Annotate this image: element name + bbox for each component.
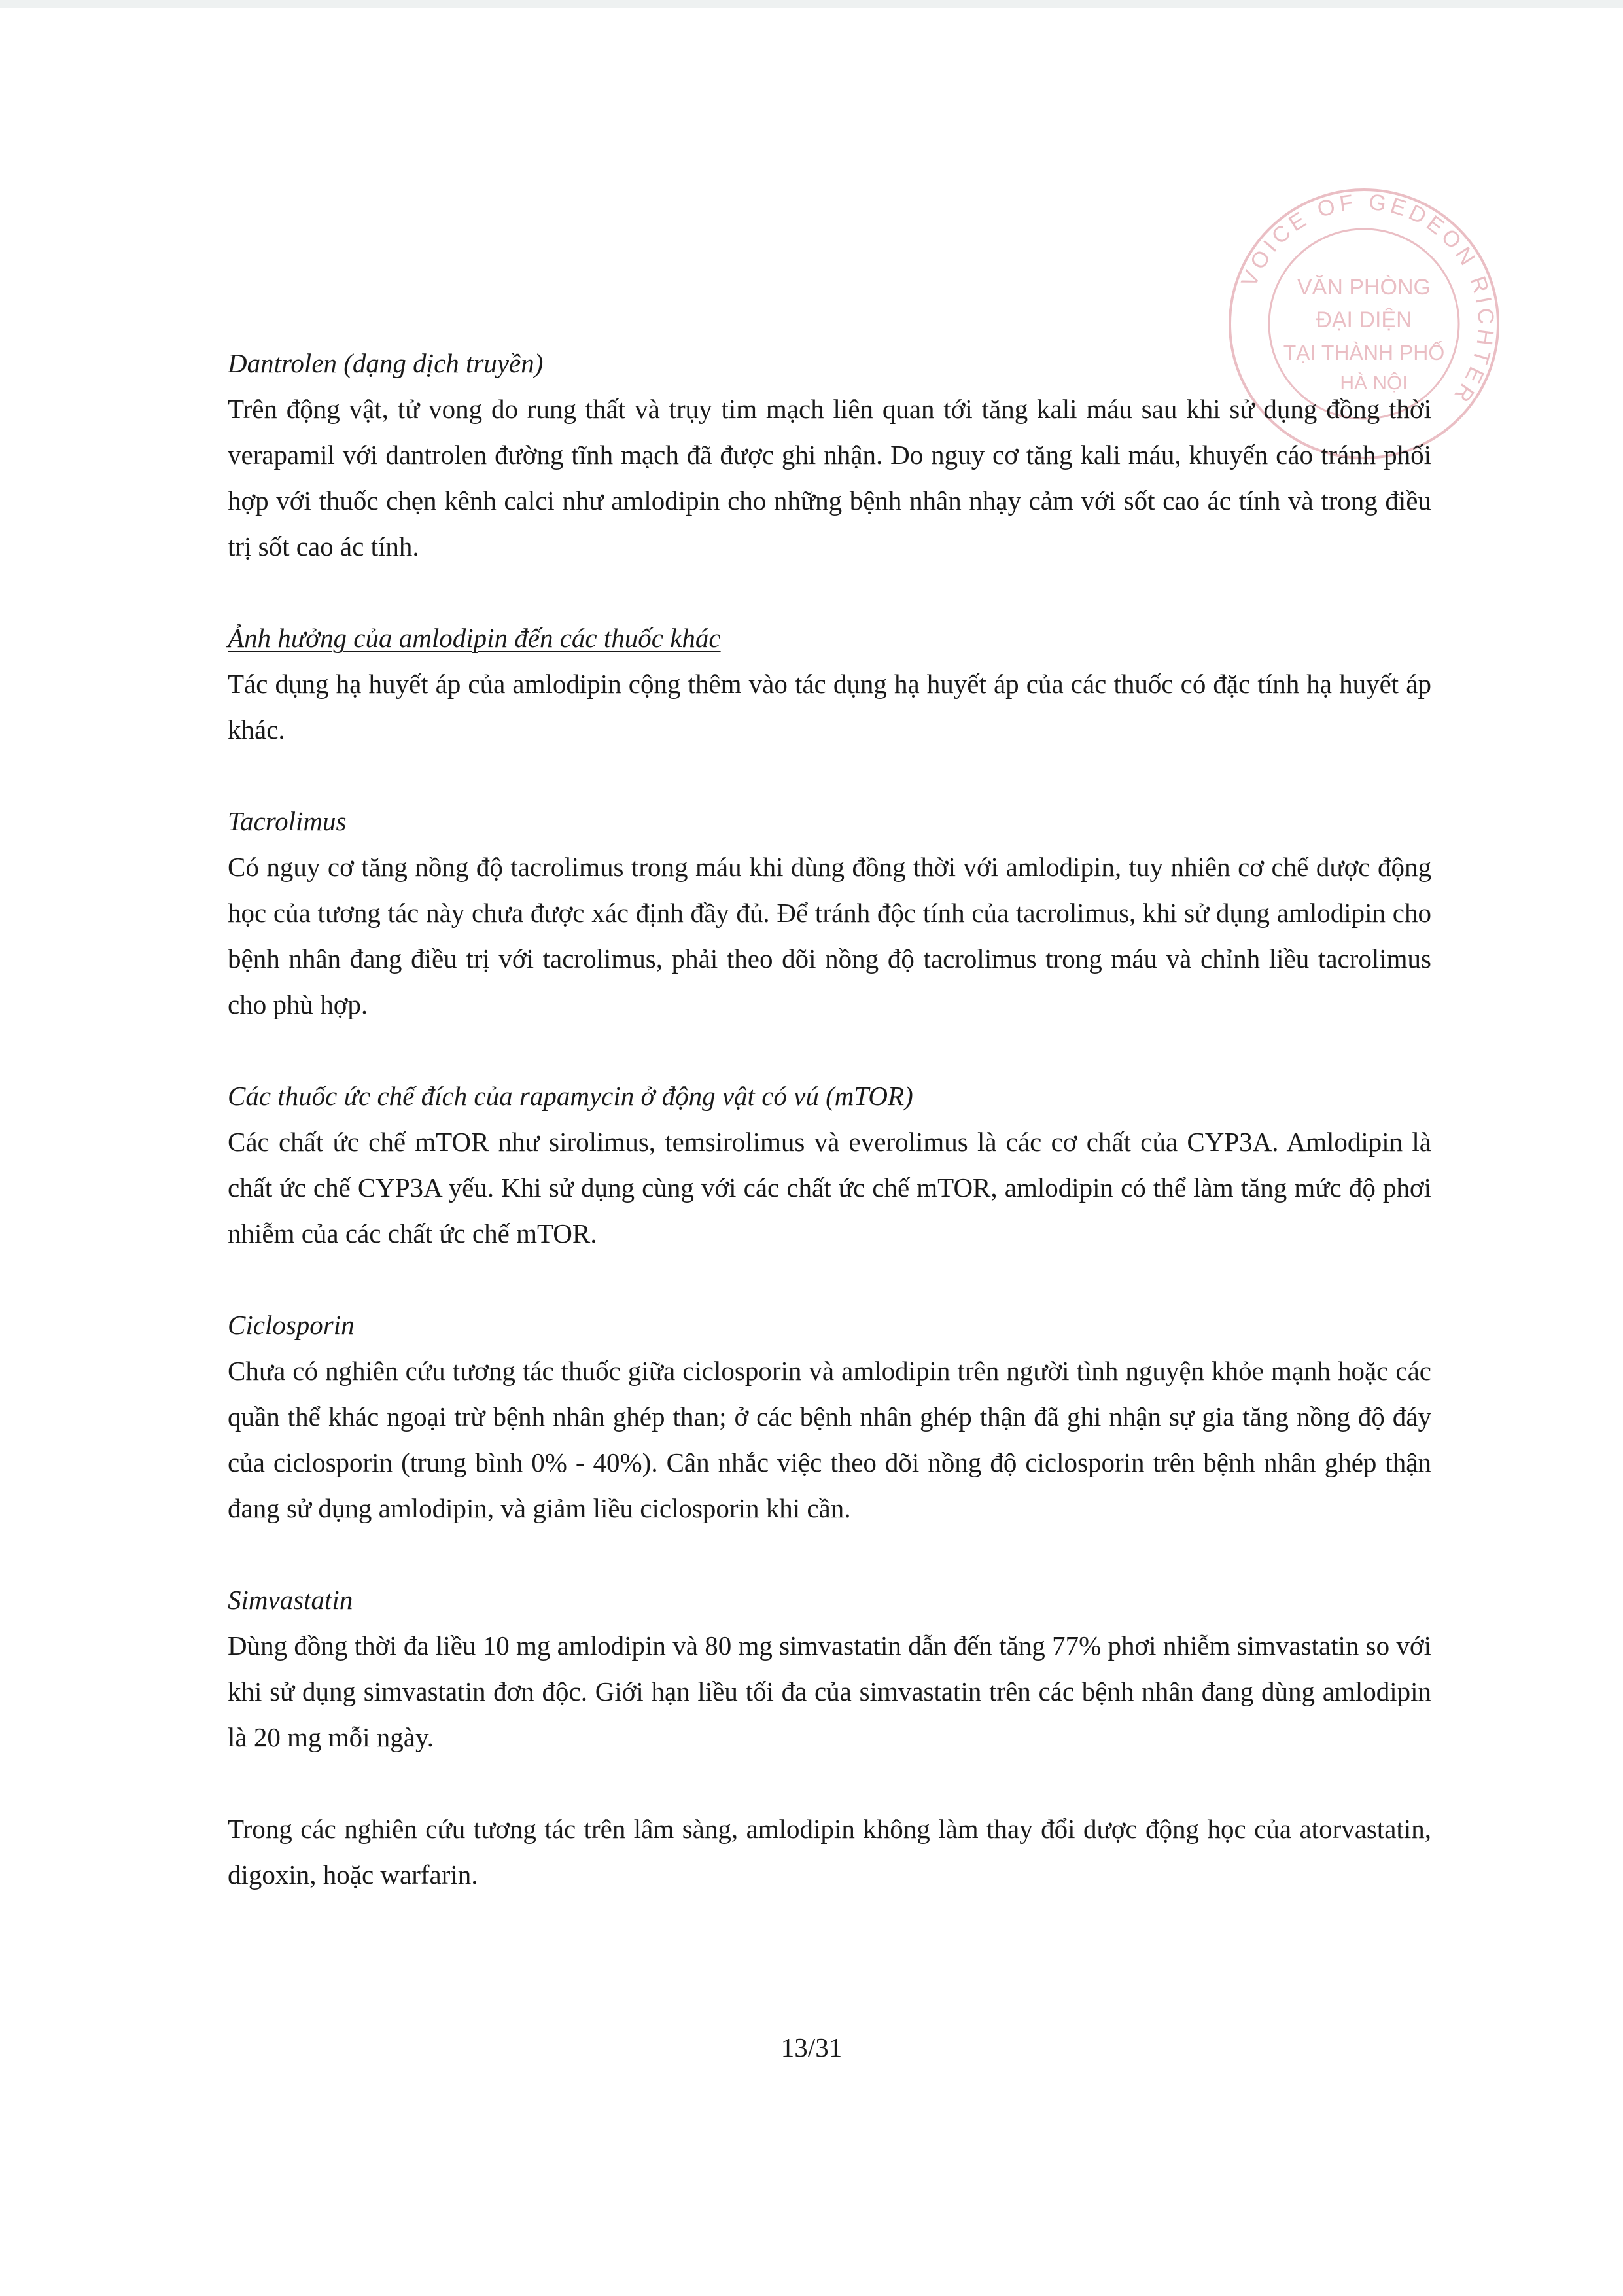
section-clinical-interactions bbox=[228, 1806, 1431, 1898]
page-top-edge bbox=[0, 0, 1623, 8]
section-heading: Tacrolimus bbox=[228, 806, 347, 836]
section-paragraph: Có nguy cơ tăng nồng độ tacrolimus trong máu khi dùng đồng thời với amlodipin, tuy nhiên cơ chế dược động học của tương tác này chưa được xác định đầy đủ. Để tránh độc tính của tacrolimus, khi sử dụng amlodipin cho bệnh nhân đang điều trị với tacrolimus, phải theo dõi nồng độ tacrolimus trong máu và chỉnh liều tacrolimus cho phù hợp. bbox=[228, 852, 1431, 1019]
section-heading: Ảnh hưởng của amlodipin đến các thuốc khác bbox=[228, 623, 721, 653]
stamp-ring-text: VOICE OF GEDEON RICHTER bbox=[1236, 189, 1499, 410]
section-heading: Các thuốc ức chế đích của rapamycin ở động vật có vú (mTOR) bbox=[228, 1081, 913, 1111]
section-paragraph: Tác dụng hạ huyết áp của amlodipin cộng thêm vào tác dụng hạ huyết áp của các thuốc có đặc tính hạ huyết áp khác. bbox=[228, 669, 1431, 745]
document-body bbox=[228, 340, 1431, 1943]
section-heading: Ciclosporin bbox=[228, 1310, 355, 1340]
section-paragraph: Trên động vật, tử vong do rung thất và trụy tim mạch liên quan tới tăng kali máu sau khi sử dụng đồng thời verapamil với dantrolen đường tĩnh mạch đã được ghi nhận. Do nguy cơ tăng kali máu, khuyến cáo tránh phối hợp với thuốc chẹn kênh calci như amlodipin cho những bệnh nhân nhạy cảm với sốt cao ác tính và trong điều trị sốt cao ác tính. bbox=[228, 394, 1431, 561]
section-effects-on-other-drugs bbox=[228, 615, 1431, 752]
stamp-line-2: ĐẠI DIỆN bbox=[1316, 308, 1412, 332]
stamp-line-3: TẠI THÀNH PHỐ bbox=[1283, 341, 1445, 364]
section-heading: Dantrolen (dạng dịch truyền) bbox=[228, 348, 544, 378]
section-paragraph: Trong các nghiên cứu tương tác trên lâm sàng, amlodipin không làm thay đổi dược động học của atorvastatin, digoxin, hoặc warfarin. bbox=[228, 1814, 1431, 1890]
section-paragraph: Các chất ức chế mTOR như sirolimus, temsirolimus và everolimus là các cơ chất của CYP3A. Amlodipin là chất ức chế CYP3A yếu. Khi sử dụng cùng với các chất ức chế mTOR, amlodipin có thể làm tăng mức độ phơi nhiễm của các chất ức chế mTOR. bbox=[228, 1127, 1431, 1248]
stamp-line-4: HÀ NỘI bbox=[1340, 372, 1408, 394]
section-heading: Simvastatin bbox=[228, 1585, 353, 1615]
section-simvastatin bbox=[228, 1577, 1431, 1760]
stamp-line-1: VĂN PHÒNG bbox=[1297, 275, 1431, 300]
page-number: 13/31 bbox=[780, 2032, 843, 2062]
section-tacrolimus bbox=[228, 798, 1431, 1027]
section-mtor-inhibitors bbox=[228, 1073, 1431, 1256]
section-dantrolen bbox=[228, 340, 1431, 569]
section-paragraph: Chưa có nghiên cứu tương tác thuốc giữa ciclosporin và amlodipin trên người tình nguyện khỏe mạnh hoặc các quần thể khác ngoại trừ bệnh nhân ghép than; ở các bệnh nhân ghép thận đã ghi nhận sự gia tăng nồng độ đáy của ciclosporin (trung bình 0% - 40%). Cân nhắc việc theo dõi nồng độ ciclosporin trên bệnh nhân ghép thận đang sử dụng amlodipin, và giảm liều ciclosporin khi cần. bbox=[228, 1356, 1431, 1523]
section-paragraph: Dùng đồng thời đa liều 10 mg amlodipin và 80 mg simvastatin dẫn đến tăng 77% phơi nhiễm simvastatin so với khi sử dụng simvastatin đơn độc. Giới hạn liều tối đa của simvastatin trên các bệnh nhân đang dùng amlodipin là 20 mg mỗi ngày. bbox=[228, 1631, 1431, 1752]
section-ciclosporin bbox=[228, 1302, 1431, 1531]
